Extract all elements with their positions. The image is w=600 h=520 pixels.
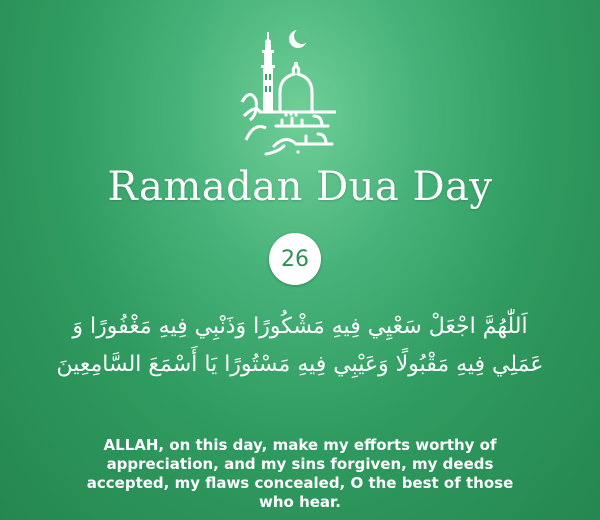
dua-translation: ALLAH, on this day, make my efforts worthy of appreciation, and my sins forgiven, my deeds accepted, my flaws concealed, O the best of those who hear. xyxy=(86,436,514,511)
day-number-badge xyxy=(269,233,321,285)
day-number: 26 xyxy=(281,246,309,272)
dua-arabic-text xyxy=(40,308,560,384)
dua-arabic-line-1: اَللّٰهُمَّ اجْعَلْ سَعْيِي فِيهِ مَشْكُورًا وَذَنْبِي فِيهِ مَغْفُورًا وَ xyxy=(72,314,528,339)
dua-arabic-line-2: عَمَلِي فِيهِ مَقْبُولًا وَعَيْبِي فِيهِ مَسْتُورًا يَا أَسْمَعَ السَّامِعِينَ xyxy=(56,352,544,377)
page-title: Ramadan Dua Day xyxy=(107,164,493,210)
mosque-calligraphy-icon xyxy=(236,22,356,162)
mosque-calligraphy-logo xyxy=(236,22,356,162)
crescent-moon-icon xyxy=(289,28,310,48)
